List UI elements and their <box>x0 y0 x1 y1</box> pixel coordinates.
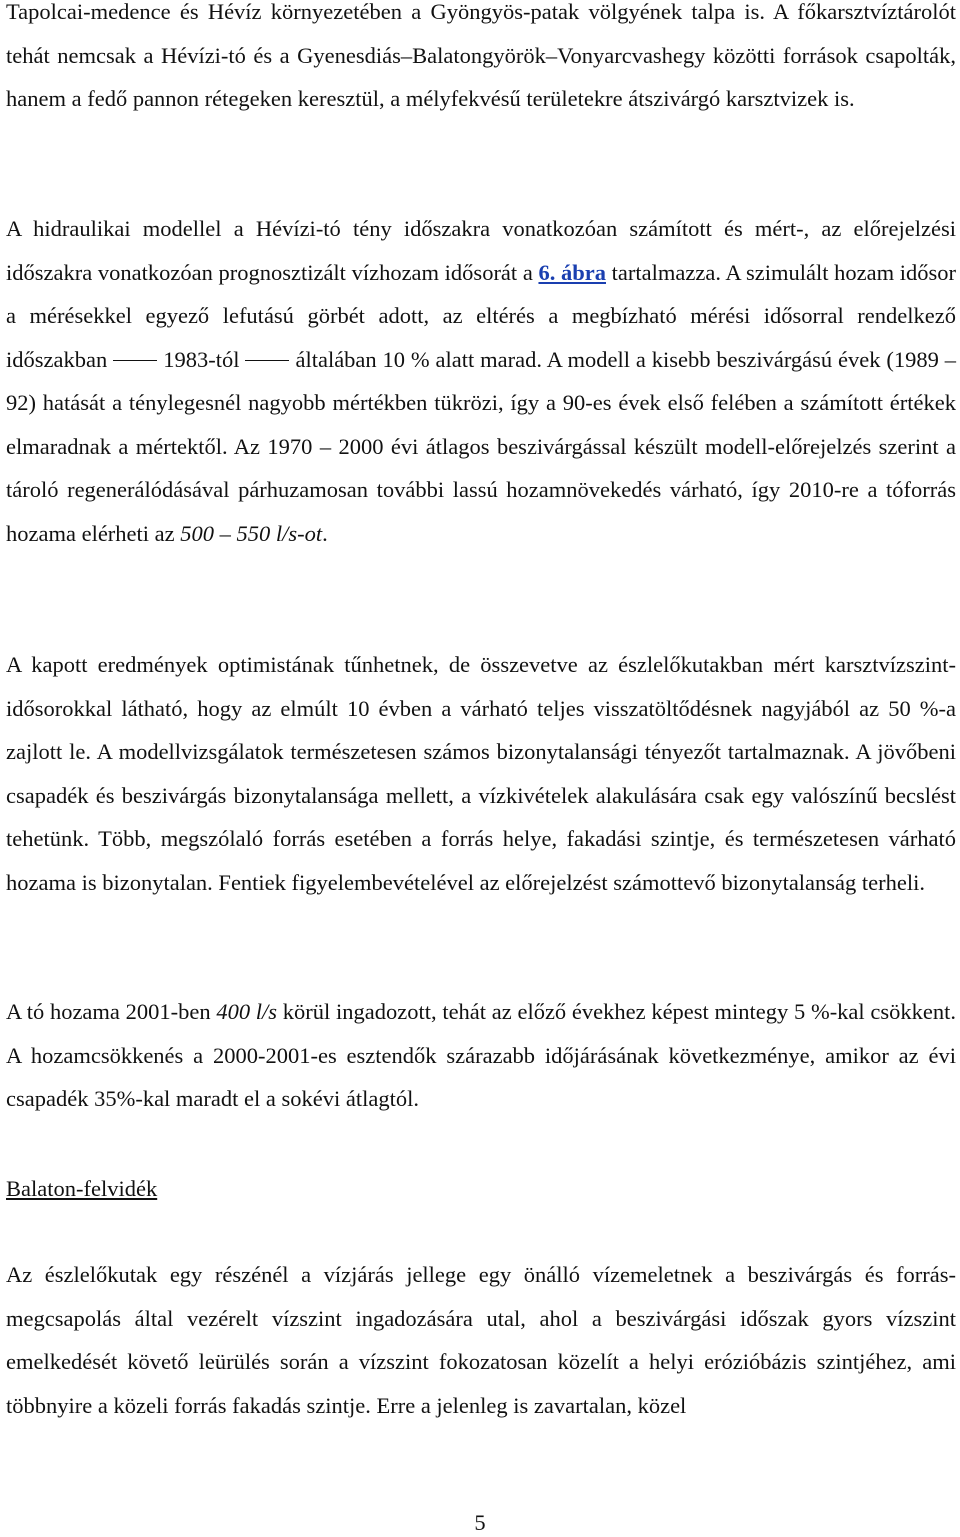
section-heading: Balaton-felvidék <box>6 1176 158 1201</box>
paragraph-2-text-b: tartalmazza. A szimulált hozam idősor a mérésekkel egyező lefutású görbét adott, az eltérés a megbízható mérési idősorral rendelkező időszakban <box>6 259 957 372</box>
paragraph-5: Az észlelőkutak egy részénél a vízjárás jellege egy önálló vízemeletnek a beszivárgás és forrás-megcsapolás által vezérelt vízszint ingadozására utal, ahol a beszivárgási időszak gyors vízszint emelkedését követő leürülés során a vízszint fokozatosan közelít a helyi erózióbázis szintjéhez, ami többnyire a közeli forrás fakadás szintje. Erre a jelenleg is zavartalan, közel <box>6 1262 956 1418</box>
paragraph-4 <box>6 990 956 1121</box>
paragraph-4-italic-value: 400 l/s <box>216 999 278 1024</box>
paragraph-2-italic-value: 500 – 550 l/s-ot <box>180 520 323 546</box>
figure-6-link[interactable]: 6. ábra <box>538 259 606 285</box>
paragraph-2 <box>6 207 956 555</box>
paragraph-2-text-c: 1983-tól <box>163 346 240 372</box>
dash-rule <box>245 360 289 361</box>
paragraph-2-text-f: . <box>322 520 328 546</box>
paragraph-4-text-c: körül ingadozott, tehát az előző évekhez képest mintegy 5 %-kal csökkent. A hozamcsökkenés a 2000-2001-es esztendők szárazabb időjárásának következménye, amikor az évi csapadék 35%-kal maradt el a sokévi átlagtól. <box>6 999 956 1111</box>
paragraph-1: Tapolcai-medence és Hévíz környezetében a Gyöngyös-patak völgyének talpa is. A főkarsztvíztárolót tehát nemcsak a Hévízi-tó és a Gyenesdiás–Balatongyörök–Vonyarcvashegy közötti források csapolták, hanem a fedő pannon rétegeken keresztül, a mélyfekvésű területekre átszivárgó karsztvizek is. <box>6 0 956 111</box>
paragraph-2-text-d: általában 10 % alatt marad. A modell a kisebb beszivárgású évek (1989 – 92) hatását a ténylegesnél nagyobb mértékben tükrözi, így a 90-es évek első felében a számított értékek elmaradnak a mértektől. Az 1970 – 2000 évi átlagos beszivárgással készült modell-előrejelzés szerint a tároló regenerálódásával párhuzamosan további lassú hozamnövekedés várható, így 2010-re a tóforrás hozama elérheti az <box>6 346 956 546</box>
dash-rule <box>113 360 157 361</box>
paragraph-4-text-a: A tó hozama 2001-ben <box>6 999 217 1024</box>
paragraph-2-text-a: A hidraulikai modellel a Hévízi-tó tény időszakra vonatkozóan számított és mért-, az előrejelzési időszakra vonatkozóan prognosztizált vízhozam idősorát a <box>6 216 956 285</box>
page-number: 5 <box>474 1510 486 1535</box>
paragraph-3: A kapott eredmények optimistának tűnhetnek, de összevetve az észlelőkutakban mért karsztvízszint-idősorokkal látható, hogy az elmúlt 10 évben a várható teljes visszatöltődésnek nagyjából az 50 %-a zajlott le. A modellvizsgálatok természetesen számos bizonytalansági tényezőt tartalmaznak. A jövőbeni csapadék és beszivárgás bizonytalansága mellett, a vízkivételek alakulására csak egy valószínű becslést tehetünk. Több, megszólaló forrás esetében a forrás helye, fakadási szintje, és természetesen várható hozama is bizonytalan. Fentiek figyelembevételével az előrejelzést számottevő bizonytalanság terheli. <box>6 652 956 895</box>
